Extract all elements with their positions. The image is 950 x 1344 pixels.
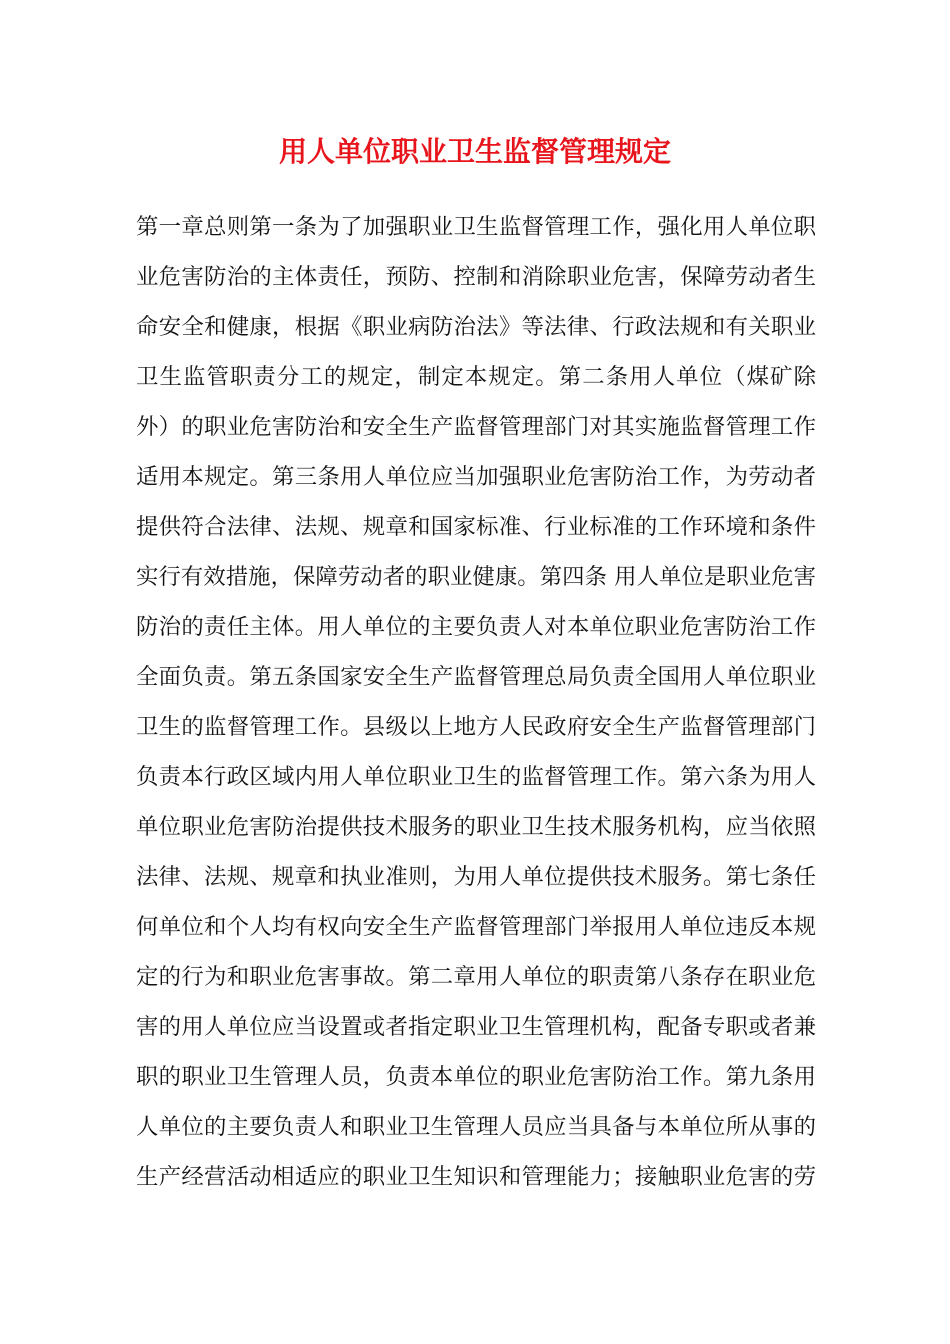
body-line: 第一章总则第一条为了加强职业卫生监督管理工作，强化用人单位职: [136, 214, 816, 240]
body-line: 外）的职业危害防治和安全生产监督管理部门对其实施监督管理工作: [136, 414, 816, 440]
body-line: 职的职业卫生管理人员，负责本单位的职业危害防治工作。第九条用: [136, 1064, 816, 1090]
body-line: 单位职业危害防治提供技术服务的职业卫生技术服务机构，应当依照: [136, 814, 816, 840]
body-line: 法律、法规、规章和执业准则，为用人单位提供技术服务。第七条任: [136, 864, 816, 890]
document-body: [136, 204, 816, 1204]
body-line: 卫生监管职责分工的规定，制定本规定。第二条用人单位（煤矿除: [136, 364, 816, 390]
body-line: 提供符合法律、法规、规章和国家标准、行业标准的工作环境和条件: [136, 514, 816, 540]
body-line: 实行有效措施，保障劳动者的职业健康。第四条 用人单位是职业危害: [136, 564, 816, 590]
body-line: 人单位的主要负责人和职业卫生管理人员应当具备与本单位所从事的: [136, 1114, 816, 1140]
body-line: 定的行为和职业危害事故。第二章用人单位的职责第八条存在职业危: [136, 964, 816, 990]
body-line: 生产经营活动相适应的职业卫生知识和管理能力；接触职业危害的劳: [136, 1164, 816, 1190]
body-line: 害的用人单位应当设置或者指定职业卫生管理机构，配备专职或者兼: [136, 1014, 816, 1040]
body-line: 命安全和健康，根据《职业病防治法》等法律、行政法规和有关职业: [136, 314, 816, 340]
body-line: 卫生的监督管理工作。县级以上地方人民政府安全生产监督管理部门: [136, 714, 816, 740]
body-line: 负责本行政区域内用人单位职业卫生的监督管理工作。第六条为用人: [136, 764, 816, 790]
body-line: 防治的责任主体。用人单位的主要负责人对本单位职业危害防治工作: [136, 614, 816, 640]
body-line: 适用本规定。第三条用人单位应当加强职业危害防治工作，为劳动者: [136, 464, 816, 490]
document-title: 用人单位职业卫生监督管理规定: [278, 135, 671, 168]
body-line: 何单位和个人均有权向安全生产监督管理部门举报用人单位违反本规: [136, 914, 816, 940]
body-line: 业危害防治的主体责任，预防、控制和消除职业危害，保障劳动者生: [136, 264, 816, 290]
body-line: 全面负责。第五条国家安全生产监督管理总局负责全国用人单位职业: [136, 664, 816, 690]
